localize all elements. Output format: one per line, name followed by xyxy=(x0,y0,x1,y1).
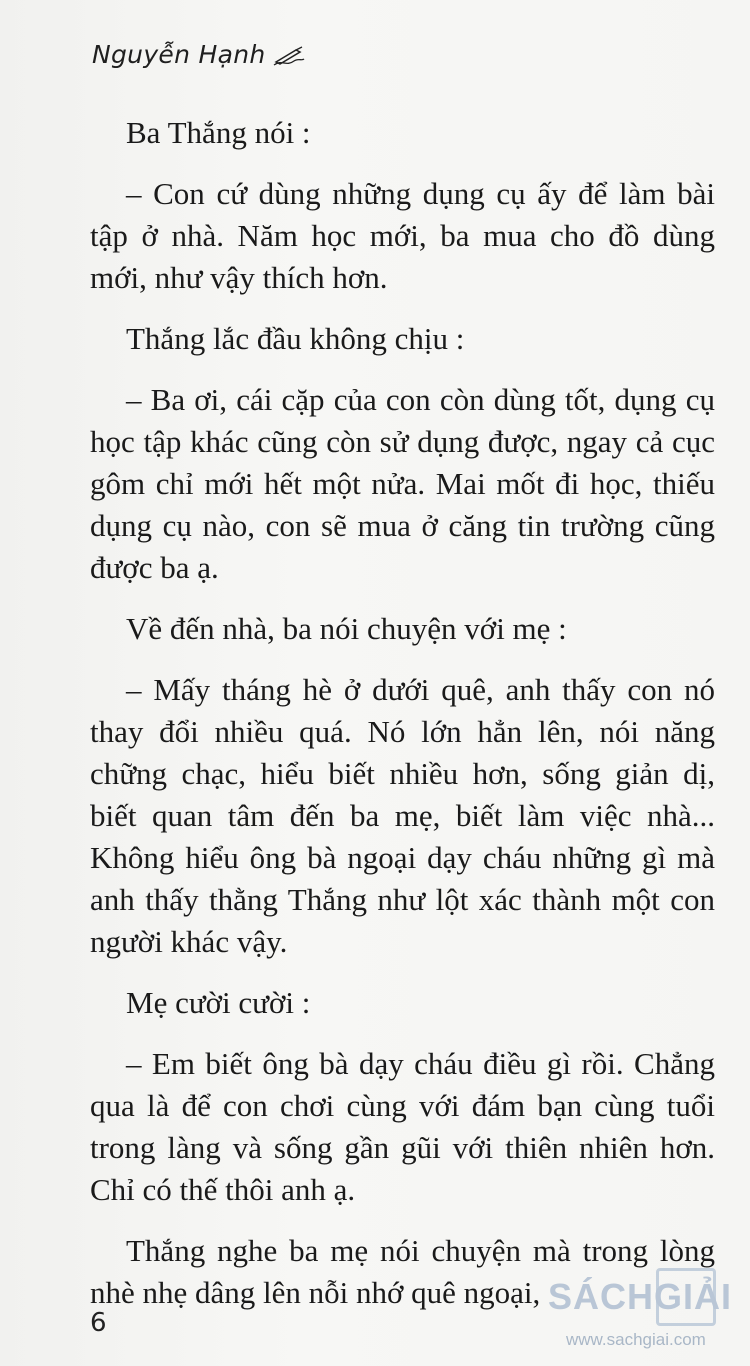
paragraph: – Em biết ông bà dạy cháu điều gì rồi. Chẳng qua là để con chơi cùng với đám bạn cùng tuổi trong làng và sống gần gũi với thiên nhiên hơn. Chỉ có thế thôi anh ạ. xyxy=(90,1046,715,1207)
paragraph: Về đến nhà, ba nói chuyện với mẹ : xyxy=(126,611,567,646)
paragraph: – Mấy tháng hè ở dưới quê, anh thấy con nó thay đổi nhiều quá. Nó lớn hẳn lên, nói năng chững chạc, hiểu biết nhiều hơn, sống giản dị, biết quan tâm đến ba mẹ, biết làm việc nhà... Không hiểu ông bà ngoại dạy cháu những gì mà anh thấy thằng Thắng như lột xác thành một con người khác vậy. xyxy=(90,672,715,959)
watermark-brand: SÁCHGIẢI xyxy=(548,1276,733,1317)
running-header xyxy=(92,40,306,69)
paragraph: – Ba ơi, cái cặp của con còn dùng tốt, dụng cụ học tập khác cũng còn sử dụng được, ngay cả cục gôm chỉ mới hết một nửa. Mai mốt đi học, thiếu dụng cụ nào, con sẽ mua ở căng tin trường cũng được ba ạ. xyxy=(90,382,715,585)
body-text xyxy=(90,112,715,1314)
author-name: Nguyễn Hạnh xyxy=(92,40,266,69)
watermark-url: www.sachgiai.com xyxy=(566,1330,706,1349)
page-number: 6 xyxy=(90,1308,107,1338)
pen-writing-icon xyxy=(272,45,306,67)
paragraph: Thắng nghe ba mẹ nói chuyện mà trong lòng nhè nhẹ dâng lên nỗi nhớ quê ngoại, xyxy=(90,1233,715,1310)
paragraph: Ba Thắng nói : xyxy=(126,115,311,150)
paragraph: Thắng lắc đầu không chịu : xyxy=(126,321,465,356)
watermark xyxy=(540,1268,750,1366)
paragraph: Mẹ cười cười : xyxy=(126,985,311,1020)
paragraph: – Con cứ dùng những dụng cụ ấy để làm bài tập ở nhà. Năm học mới, ba mua cho đồ dùng mới, như vậy thích hơn. xyxy=(90,176,715,295)
